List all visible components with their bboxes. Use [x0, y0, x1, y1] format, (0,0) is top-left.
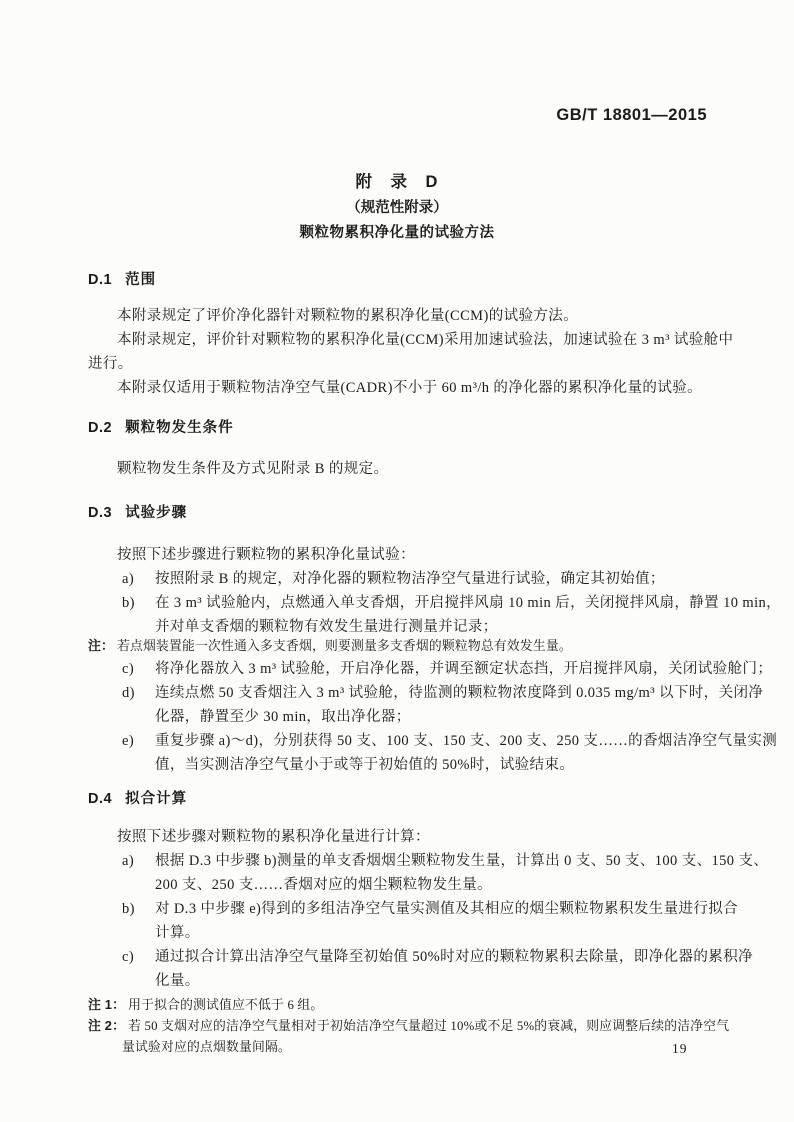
section-d1-title: 范围 [125, 272, 157, 288]
d1-paragraph-2-line-1: 本附录规定，评价针对颗粒物的累积净化量(CCM)采用加速试验法，加速试验在 3 m³ 试验舱中 [117, 332, 734, 348]
d4-note-1-text: 用于拟合的测试值应不低于 6 组。 [128, 998, 324, 1012]
d3-item-c-text: 将净化器放入 3 m³ 试验舱，开启净化器，并调至额定状态挡，开启搅拌风扇，关闭试验舱门； [155, 661, 773, 677]
section-d4-heading [88, 789, 728, 809]
d4-note-2-label: 注 2： [88, 1018, 126, 1033]
appendix-name: 颗粒物累积净化量的试验方法 [299, 225, 495, 241]
d3-item-c-marker: c) [122, 661, 135, 677]
d3-item-e-marker: e) [122, 733, 135, 749]
appendix-subtitle: （规范性附录） [346, 200, 448, 216]
d4-item-b [88, 899, 794, 919]
d3-item-b-text-line-2: 并对单支香烟的颗粒物有效发生量进行测量并记录； [155, 619, 498, 635]
d3-item-b-marker: b) [122, 595, 135, 611]
standard-code: GB/T 18801—2015 [556, 106, 707, 124]
section-d2-number: D.2 [88, 420, 113, 436]
d4-item-a-text-line-2: 200 支、250 支……香烟对应的烟尘颗粒物发生量。 [155, 877, 493, 893]
d4-item-c-text-line-2: 化量。 [155, 973, 200, 989]
d3-item-e-text-line-2: 值，当实测洁净空气量小于或等于初始值的 50%时，试验结束。 [155, 757, 575, 773]
section-d3-number: D.3 [88, 505, 113, 521]
d4-item-b-text-line-2: 计算。 [155, 925, 200, 941]
d4-item-a-marker: a) [122, 853, 135, 869]
d1-paragraph-1: 本附录规定了评价净化器针对颗粒物的累积净化量(CCM)的试验方法。 [117, 308, 579, 324]
section-d1-number: D.1 [88, 272, 113, 288]
d3-item-d [88, 683, 794, 703]
section-d3-title: 试验步骤 [125, 505, 188, 521]
d4-item-b-marker: b) [122, 901, 135, 917]
section-d4-title: 拟合计算 [125, 791, 188, 807]
d4-item-b-text-line-1: 对 D.3 中步骤 e)得到的多组洁净空气量实测值及其相应的烟尘颗粒物累积发生量进行拟合 [155, 901, 739, 917]
d3-item-a [88, 569, 794, 589]
section-d4-number: D.4 [88, 791, 113, 807]
d2-paragraph-1: 颗粒物发生条件及方式见附录 B 的规定。 [117, 461, 389, 477]
d4-item-a-text-line-1: 根据 D.3 中步骤 b)测量的单支香烟烟尘颗粒物发生量，计算出 0 支、50 支、100 支、150 支、 [155, 853, 769, 869]
d3-item-b [88, 593, 794, 613]
d1-paragraph-3: 本附录仅适用于颗粒物洁净空气量(CADR)不小于 60 m³/h 的净化器的累积净化量的试验。 [117, 380, 703, 396]
d4-item-a [88, 851, 794, 871]
d4-item-c-text-line-1: 通过拟合计算出洁净空气量降至初始值 50%时对应的颗粒物累积去除量，即净化器的累积净 [155, 949, 753, 965]
d4-item-c-marker: c) [122, 949, 135, 965]
appendix-title: 附 录 D [355, 173, 439, 191]
d4-note-1 [88, 995, 728, 1015]
d4-note-1-label: 注 1： [88, 997, 126, 1012]
section-d2-heading [88, 418, 728, 438]
d3-item-b-text-line-1: 在 3 m³ 试验舱内，点燃通入单支香烟，开启搅拌风扇 10 min 后，关闭搅拌风扇，静置 10 min， [155, 595, 782, 611]
d3-item-d-marker: d) [122, 685, 135, 701]
d3-item-e [88, 731, 794, 751]
d3-note-label: 注： [88, 638, 114, 653]
d3-item-d-text-line-2: 化器，静置至少 30 min，取出净化器； [155, 709, 411, 725]
d3-item-a-marker: a) [122, 571, 135, 587]
d3-item-d-text-line-1: 连续点燃 50 支香烟注入 3 m³ 试验舱，待监测的颗粒物浓度降到 0.035 mg/m³ 以下时，关闭净 [155, 685, 764, 701]
d1-paragraph-2-line-2: 进行。 [88, 356, 133, 372]
d3-item-c [88, 659, 794, 679]
d3-note-text: 若点烟装置能一次性通入多支香烟，则要测量多支香烟的颗粒物总有效发生量。 [117, 639, 572, 653]
section-d3-heading [88, 503, 728, 523]
d3-note [88, 636, 728, 656]
section-d1-heading [88, 270, 728, 290]
d3-intro: 按照下述步骤进行颗粒物的累积净化量试验： [117, 547, 415, 563]
page-number: 19 [672, 1041, 688, 1056]
d4-note-2-line-1 [88, 1016, 728, 1036]
d4-item-c [88, 947, 794, 967]
d3-item-a-text: 按照附录 B 的规定，对净化器的颗粒物洁净空气量进行试验，确定其初始值； [155, 571, 665, 587]
d4-note-2-text-line-1: 若 50 支烟对应的洁净空气量相对于初始洁净空气量超过 10%或不足 5%的衰减，则应调整后续的洁净空气 [128, 1019, 730, 1033]
section-d2-title: 颗粒物发生条件 [125, 420, 234, 436]
d3-item-e-text-line-1: 重复步骤 a)～d)，分别获得 50 支、100 支、150 支、200 支、250 支……的香烟洁净空气量实测 [155, 733, 778, 749]
d4-intro: 按照下述步骤对颗粒物的累积净化量进行计算： [117, 829, 430, 845]
d4-note-2-line-2: 量试验对应的点烟数量间隔。 [122, 1040, 291, 1054]
